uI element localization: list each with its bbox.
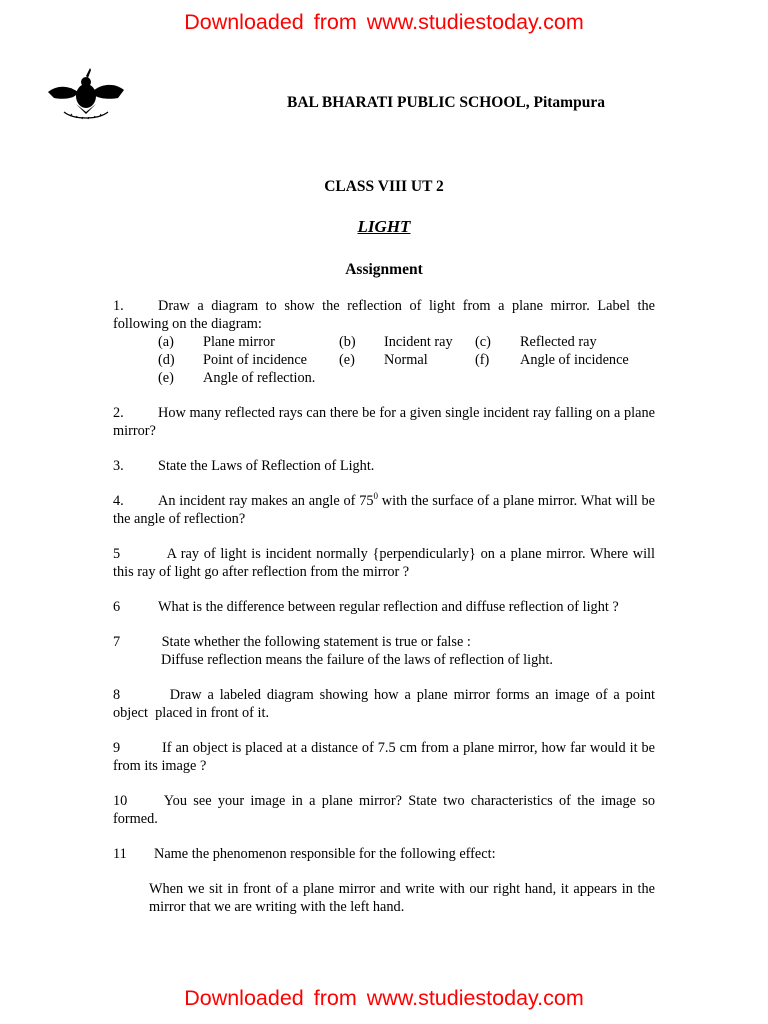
- question-1: [113, 297, 655, 387]
- option-list: [158, 333, 655, 387]
- question-number: 5: [113, 546, 121, 562]
- option-row: [158, 351, 655, 369]
- question-6: [113, 598, 655, 616]
- question-2: [113, 404, 655, 440]
- question-5: [113, 545, 659, 581]
- question-text: What is the difference between regular reflection and diffuse reflection of light ?: [158, 599, 619, 615]
- option-key: (b): [339, 334, 356, 350]
- option-key: (a): [158, 334, 174, 350]
- question-text: You see your image in a plane mirror? State two characteristics of the image so formed.: [113, 793, 659, 827]
- question-text: with the surface of a plane mirror. What will be the angle of reflection?: [113, 493, 656, 527]
- option-key: (d): [158, 352, 175, 368]
- question-number: 8: [113, 687, 121, 703]
- option-key: (e): [339, 352, 355, 368]
- option-label: Angle of reflection.: [203, 370, 316, 386]
- download-banner-bottom: Downloaded from www.studiestoday.com: [184, 986, 584, 1010]
- question-9: [113, 739, 659, 775]
- question-8: [113, 686, 659, 722]
- question-text: A ray of light is incident normally {perpendicularly} on a plane mirror. Where will this ray of light go after reflection from the mirror ?: [113, 546, 659, 580]
- option-key: (e): [158, 370, 174, 386]
- question-number: 4.: [113, 493, 124, 509]
- degree-superscript: 0: [373, 491, 378, 502]
- question-7: [113, 633, 655, 669]
- school-name: BAL BHARATI PUBLIC SCHOOL, Pitampura: [287, 94, 605, 111]
- question-number: 2.: [113, 405, 124, 421]
- question-text: If an object is placed at a distance of 7.5 cm from a plane mirror, how far would it be from its image ?: [113, 740, 659, 774]
- question-3: [113, 457, 655, 475]
- question-number: 7: [113, 634, 121, 650]
- option-label: Point of incidence: [203, 352, 308, 368]
- option-label: Incident ray: [384, 334, 453, 350]
- question-number: 3.: [113, 458, 124, 474]
- question-number: 11: [113, 846, 127, 862]
- question-text: Draw a labeled diagram showing how a plane mirror forms an image of a point object placed in front of it.: [113, 687, 659, 721]
- question-text: Name the phenomenon responsible for the following effect:: [154, 846, 496, 862]
- download-banner-top: Downloaded from www.studiestoday.com: [184, 10, 584, 34]
- option-label: Reflected ray: [520, 334, 597, 350]
- question-text: When we sit in front of a plane mirror and write with our right hand, it appears in the mirror that we are writing with the left hand.: [149, 881, 655, 915]
- option-label: Plane mirror: [203, 334, 275, 350]
- school-logo-icon: [46, 68, 126, 124]
- question-11-paragraph: [113, 880, 655, 916]
- question-number: 1.: [113, 298, 124, 314]
- option-key: (f): [475, 352, 490, 368]
- question-text: How many reflected rays can there be for a given single incident ray falling on a plane mirror?: [113, 405, 655, 439]
- option-row: [158, 333, 655, 351]
- question-4: [113, 492, 655, 528]
- question-number: 9: [113, 740, 121, 756]
- question-number: 6: [113, 599, 121, 615]
- question-text: State whether the following statement is true or false :: [158, 634, 471, 650]
- assignment-heading: Assignment: [345, 261, 423, 278]
- question-text: State the Laws of Reflection of Light.: [158, 458, 375, 474]
- option-label: Angle of incidence: [520, 352, 629, 368]
- option-key: (c): [475, 334, 491, 350]
- question-10: [113, 792, 659, 828]
- option-label: Normal: [384, 352, 428, 368]
- question-text: An incident ray makes an angle of 75: [158, 493, 374, 509]
- class-title: CLASS VIII UT 2: [324, 178, 444, 195]
- question-11: [113, 845, 655, 863]
- question-list: [113, 297, 659, 933]
- question-statement: Diffuse reflection means the failure of the laws of reflection of light.: [161, 652, 553, 668]
- question-number: 10: [113, 793, 128, 809]
- option-row: [158, 369, 655, 387]
- subject-title: LIGHT: [357, 217, 411, 236]
- question-text: Draw a diagram to show the reflection of light from a plane mirror. Label the following on the diagram:: [113, 298, 655, 332]
